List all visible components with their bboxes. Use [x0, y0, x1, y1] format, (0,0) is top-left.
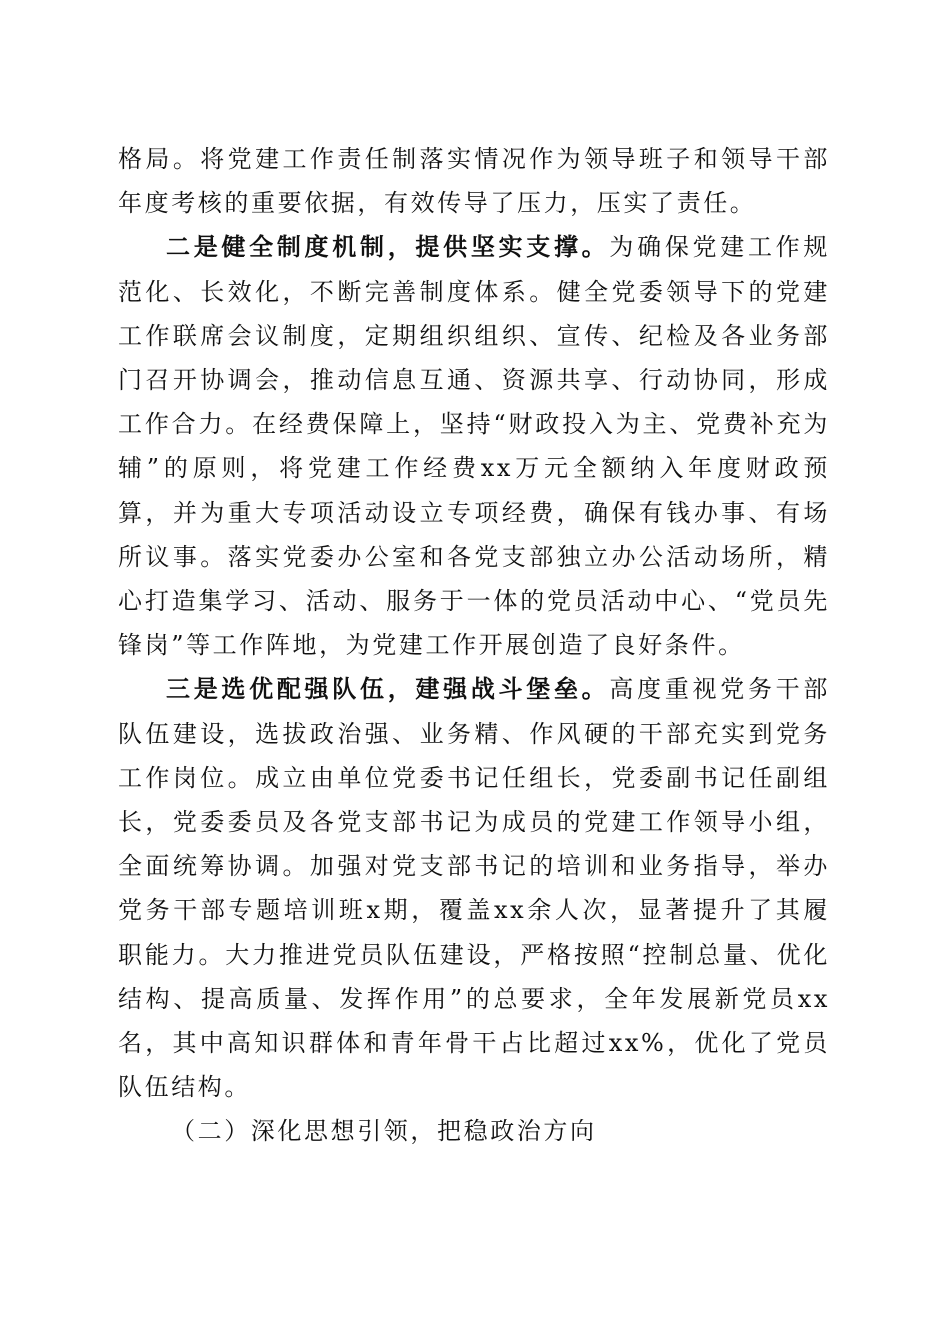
document-body: [118, 137, 830, 1154]
paragraph-system-mechanism: [118, 225, 830, 667]
section-heading: （二）深化思想引领，把稳政治方向: [171, 1117, 597, 1146]
paragraph-team-building: [118, 667, 830, 1109]
paragraph-continuation: [118, 137, 830, 225]
paragraph-text: 格局。将党建工作责任制落实情况作为领导班子和领导干部年度考核的重要依据，有效传导了压力，压实了责任。: [118, 145, 830, 218]
paragraph-text: 为确保党建工作规范化、长效化，不断完善制度体系。健全党委领导下的党建工作联席会议制度，定期组织组织、宣传、纪检及各业务部门召开协调会，推动信息互通、资源共享、行动协同，形成工作合力。在经费保障上，坚持“财政投入为主、党费补充为辅”的原则，将党建工作经费xx万元全额纳入年度财政预算，并为重大专项活动设立专项经费，确保有钱办事、有场所议事。落实党委办公室和各党支部独立办公活动场所，精心打造集学习、活动、服务于一体的党员活动中心、“党员先锋岗”等工作阵地，为党建工作开展创造了良好条件。: [118, 233, 830, 660]
paragraph-text: 高度重视党务干部队伍建设，选拔政治强、业务精、作风硬的干部充实到党务工作岗位。成立由单位党委书记任组长，党委副书记任副组长，党委委员及各党支部书记为成员的党建工作领导小组，全面统筹协调。加强对党支部书记的培训和业务指导，举办党务干部专题培训班x期，覆盖xx余人次，显著提升了其履职能力。大力推进党员队伍建设，严格按照“控制总量、优化结构、提高质量、发挥作用”的总要求，全年发展新党员xx名，其中高知识群体和青年骨干占比超过xx%，优化了党员队伍结构。: [118, 675, 830, 1102]
paragraph-lead: 二是健全制度机制，提供坚实支撑。: [166, 232, 610, 262]
paragraph-lead: 三是选优配强队伍，建强战斗堡垒。: [166, 674, 610, 704]
